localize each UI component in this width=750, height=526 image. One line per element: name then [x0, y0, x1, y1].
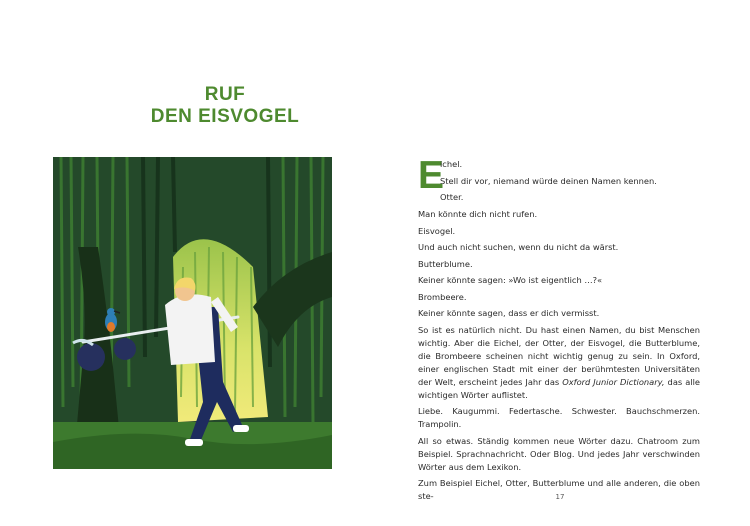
drop-cap: E	[418, 154, 445, 197]
text-line: Otter.	[440, 192, 464, 202]
dictionary-title: Oxford Junior Dictionary,	[562, 376, 665, 387]
paragraph: Eisvogel.	[418, 225, 456, 236]
paragraph: Butterblume.	[418, 258, 473, 269]
paragraph-long	[418, 324, 700, 402]
paragraph: Zum Beispiel Eichel, Otter, Butterblume und alle anderen, die oben ste-	[418, 478, 700, 501]
body-text	[418, 208, 700, 507]
text-line: Stell dir vor, niemand würde deinen Namen kennen.	[440, 175, 657, 186]
text-span: So ist es natürlich nicht. Du hast einen Namen, du bist Menschen wichtig. Aber die Eichel, der Otter, der Eisvogel, die Butterblume, die Brombeere scheinen nicht wichtig genug zu sein. In Oxford, einer englischen Stadt mit einer der berühmtesten Universitäten der Welt, erscheint jedes Jahr das	[418, 324, 700, 387]
paragraph: Brombeere.	[418, 291, 467, 302]
paragraph: Liebe. Kaugummi. Federtasche. Schwester. Bauchschmerzen. Trampolin.	[418, 406, 700, 429]
paragraph: Und auch nicht suchen, wenn du nicht da wärst.	[418, 242, 619, 252]
text-span: das alle wichtigen Wörter auflistet.	[418, 376, 700, 400]
first-lines	[440, 158, 657, 208]
forest-illustration	[53, 157, 332, 469]
paragraph: Man könnte dich nicht rufen.	[418, 209, 538, 219]
chapter-title-line-1: RUF	[204, 84, 246, 105]
page-number: 17	[555, 493, 565, 501]
paragraph: Keiner könnte sagen: »Wo ist eigentlich …?«	[418, 275, 603, 285]
paragraph: All so etwas. Ständig kommen neue Wörter dazu. Chatroom zum Beispiel. Sprachnachricht. Oder Blog. Und jedes Jahr verschwinden Wörter aus dem Lexikon.	[418, 435, 700, 472]
paragraph: Keiner könnte sagen, dass er dich vermisst.	[418, 308, 600, 318]
chapter-title-line-2: DEN EISVOGEL	[150, 106, 300, 127]
text-line: ichel.	[440, 159, 463, 169]
